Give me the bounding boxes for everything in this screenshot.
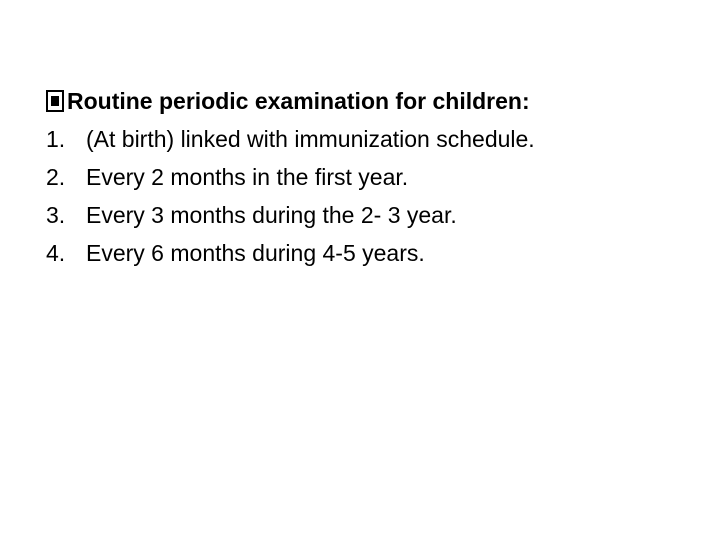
replacement-character-icon	[46, 90, 64, 112]
list-item-text: (At birth) linked with immunization schedule.	[86, 125, 535, 152]
list-item	[46, 158, 706, 196]
list-item-text: Every 2 months in the first year.	[86, 163, 409, 190]
list-item	[46, 234, 706, 272]
list-item	[46, 196, 706, 234]
slide-heading	[46, 82, 706, 120]
list-item-number: 4.	[46, 239, 66, 266]
list-item-number: 1.	[46, 125, 66, 152]
list-item-number: 2.	[46, 163, 66, 190]
slide-heading-text: Routine periodic examination for children:	[67, 87, 530, 114]
list-item-text: Every 3 months during the 2- 3 year.	[86, 201, 457, 228]
list-item-text: Every 6 months during 4-5 years.	[86, 239, 425, 266]
list-item-number: 3.	[46, 201, 66, 228]
numbered-list	[46, 120, 706, 272]
slide-content	[46, 82, 706, 272]
list-item	[46, 120, 706, 158]
